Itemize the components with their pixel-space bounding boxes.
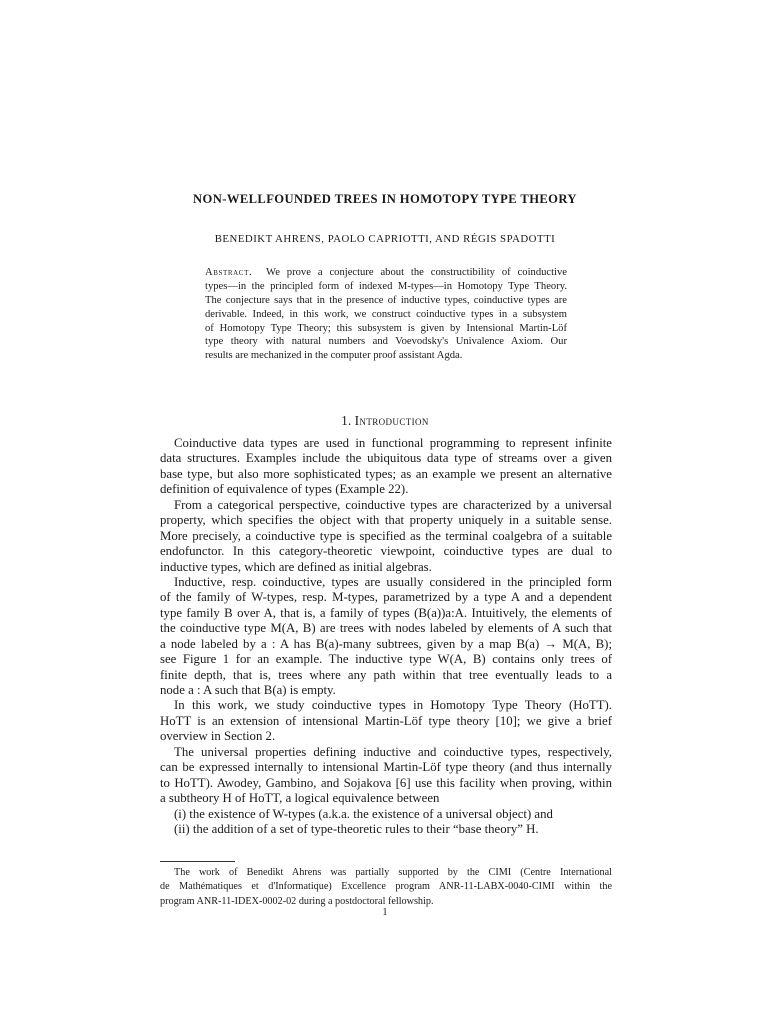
- body-line: overview in Section 2.: [160, 729, 276, 744]
- enumerated-list: [160, 807, 612, 838]
- list-item: (i) the existence of W-types (a.k.a. the existence of a universal object) and: [174, 806, 553, 821]
- body-line: a node labeled by a : A has B(a)-many subtrees, given by a map B(a) → M(A, B);: [160, 636, 612, 651]
- body-line: More precisely, a coinductive type is specified as the terminal coalgebra of a suitable: [160, 528, 612, 543]
- paper-title: NON-WELLFOUNDED TREES IN HOMOTOPY TYPE THEORY: [193, 192, 577, 206]
- body-line: can be expressed internally to intensional Martin-Löf type theory (and thus internally: [160, 760, 612, 775]
- body-line: Inductive, resp. coinductive, types are usually considered in the principled form: [174, 574, 612, 589]
- section-heading: [0, 413, 770, 429]
- body-line: Coinductive data types are used in functional programming to represent infinite: [174, 436, 612, 450]
- body-line: data structures. Examples include the ubiquitous data type of streams over a given: [160, 451, 612, 466]
- footnote: [160, 866, 612, 909]
- abstract: [205, 266, 567, 363]
- body-line: finite depth, that is, trees where any path within that tree eventually leads to a: [160, 667, 612, 682]
- abstract-line: The conjecture says that in the presence of inductive types, coinductive types are: [205, 294, 567, 306]
- body-line: definition of equivalence of types (Example 22).: [160, 482, 409, 497]
- body-line: inductive types, which are defined as initial algebras.: [160, 559, 432, 574]
- abstract-line: results are mechanized in the computer proof assistant Agda.: [205, 350, 463, 362]
- body-line: the coinductive type M(A, B) are trees with nodes labeled by elements of A such that: [160, 621, 612, 636]
- author-list: BENEDIKT AHRENS, PAOLO CAPRIOTTI, AND RÉGIS SPADOTTI: [214, 233, 556, 245]
- list-item: (ii) the addition of a set of type-theoretic rules to their “base theory” H.: [174, 821, 539, 836]
- abstract-line: derivable. Indeed, in this work, we construct coinductive types in a subsystem: [205, 308, 567, 320]
- body-line: In this work, we study coinductive types in Homotopy Type Theory (HoTT).: [174, 698, 612, 713]
- section-number: 1.: [341, 413, 352, 428]
- abstract-heading: Abstract.: [205, 267, 253, 278]
- body-text: [160, 436, 612, 837]
- body-line: of the family of W-types, resp. M-types, parametrized by a type A and a dependent: [160, 590, 612, 605]
- body-line: The universal properties defining inductive and coinductive types, respectively,: [174, 744, 612, 759]
- footnote-line: de Mathématiques et d'Informatique) Excellence program ANR-11-LABX-0040-CIMI within the: [160, 881, 612, 893]
- body-line: type family B over A, that is, a family of types (B(a))a:A. Intuitively, the elements of: [160, 605, 612, 620]
- abstract-line: [205, 266, 567, 280]
- body-line: endofunctor. In this category-theoretic viewpoint, coinductive types are dual to: [160, 544, 612, 559]
- abstract-text: We prove a conjecture about the constructibility of coinductive: [266, 267, 567, 278]
- body-line: node a : A such that B(a) is empty.: [160, 683, 336, 697]
- body-line: From a categorical perspective, coinductive types are characterized by a universal: [174, 497, 612, 512]
- body-line: a subtheory H of HoTT, a logical equivalence between: [160, 791, 440, 806]
- footnote-rule: [160, 861, 235, 862]
- abstract-line: of Homotopy Type Theory; this subsystem is given by Intensional Martin-Löf: [205, 322, 567, 334]
- body-line: to HoTT). Awodey, Gambino, and Sojakova [6] use this facility when proving, within: [160, 775, 612, 790]
- abstract-line: type theory with natural numbers and Voevodsky's Univalence Axiom. Our: [205, 336, 567, 348]
- body-line: property, which specifies the object with that property uniquely in a suitable sense.: [160, 513, 612, 528]
- page-number: 1: [382, 907, 388, 918]
- footnote-line: program ANR-11-IDEX-0002-02 during a postdoctoral fellowship.: [160, 895, 434, 907]
- body-line: HoTT is an extension of intensional Martin-Löf type theory [10]; we give a brief: [160, 713, 612, 728]
- abstract-line: types—in the principled form of indexed M-types—in Homotopy Type Theory.: [205, 280, 567, 292]
- body-line: see Figure 1 for an example. The inductive type W(A, B) contains only trees of: [160, 652, 612, 667]
- body-line: base type, but also more sophisticated types; as an example we present an alternative: [160, 466, 612, 481]
- footnote-line: The work of Benedikt Ahrens was partially supported by the CIMI (Centre International: [174, 867, 612, 878]
- section-title: Introduction: [354, 413, 429, 428]
